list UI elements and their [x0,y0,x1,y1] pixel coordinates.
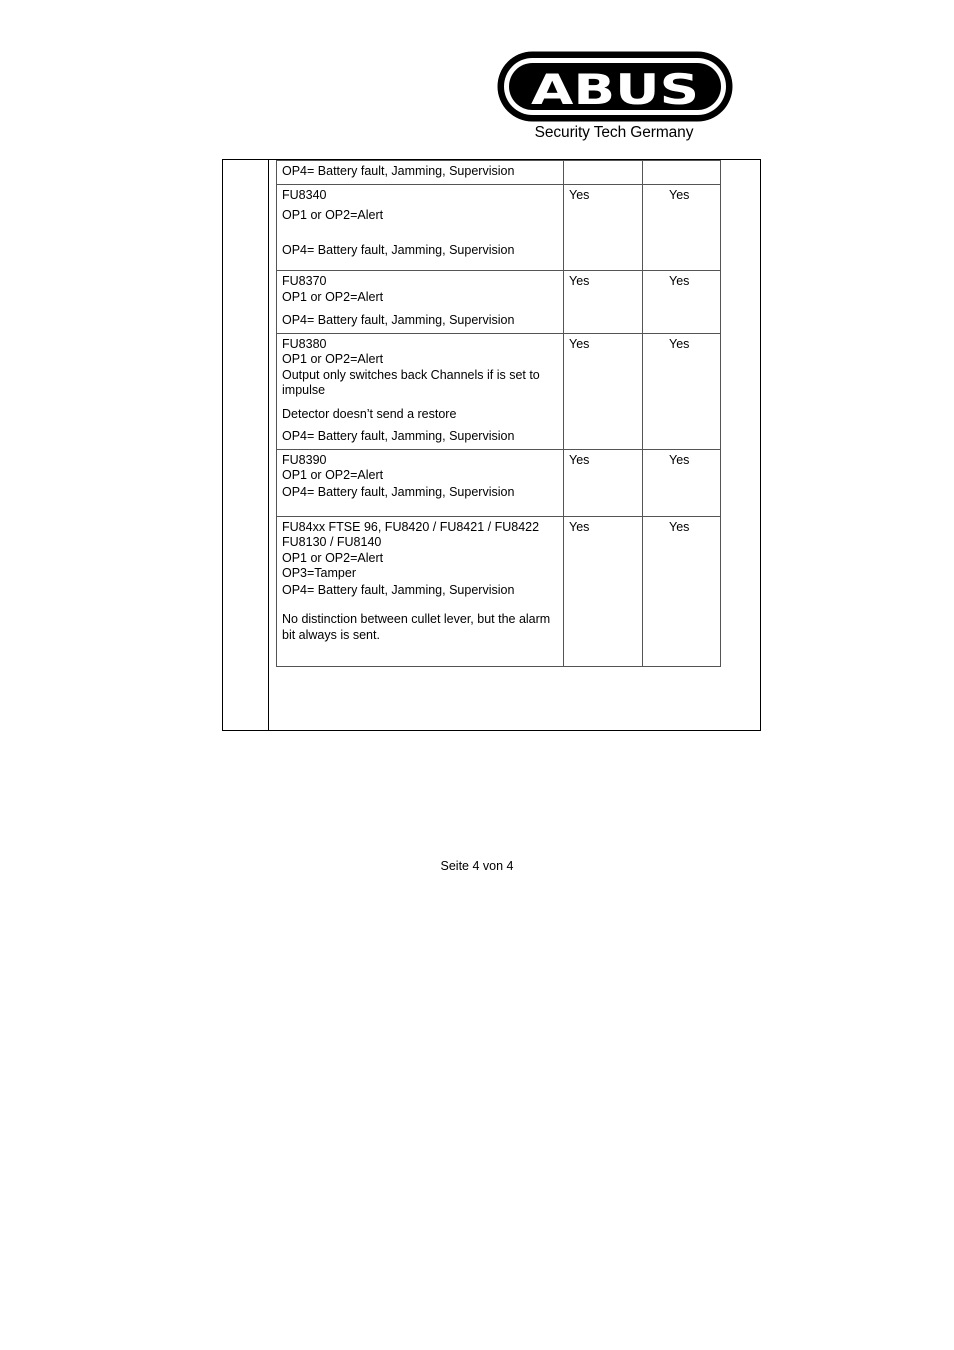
value-cell-1: Yes [564,185,643,271]
value-cell-2: Yes [643,449,721,516]
table-row [277,271,721,334]
value-cell-1: Yes [564,271,643,334]
cell-line: Output only switches back Channels if is set to impulse [282,367,540,397]
cell-line: OP1 or OP2=Alert [282,550,384,565]
table-row [277,516,721,666]
value-cell-1 [564,161,643,185]
cell-line: FU8380 [282,336,327,351]
detector-cell [277,449,564,516]
detector-cell [277,333,564,449]
cell-line: OP1 or OP2=Alert [282,352,384,366]
cell-line: OP4= Battery fault, Jamming, Supervision [282,484,515,499]
cell-line: OP1 or OP2=Alert [282,289,384,304]
cell-line: OP1 or OP2=Alert [282,207,384,222]
page-number: Seite 4 von 4 [440,859,514,873]
cell-line: OP4= Battery fault, Jamming, Supervision [282,313,515,327]
value-cell-1: Yes [564,516,643,666]
cell-line: FU8370 [282,274,327,288]
cell-line: No distinction between cullet lever, but the alarm bit always is sent. [282,612,551,642]
value-cell-2: Yes [643,271,721,334]
cell-line: OP1 or OP2=Alert [282,468,384,482]
detector-cell [277,516,564,666]
cell-line: FU8130 / FU8140 [282,535,382,549]
cell-line: FU8340 [282,188,327,202]
value-cell-2: Yes [643,185,721,271]
cell-line: OP4= Battery fault, Jamming, Supervision [282,429,515,443]
value-cell-2: Yes [643,333,721,449]
cell-line: OP4= Battery fault, Jamming, Supervision [282,582,515,597]
outer-column-divider [268,160,269,730]
cell-line: Detector doesn’t send a restore [282,406,457,421]
table-row [277,449,721,516]
detector-cell [277,161,564,185]
table-row [277,185,721,271]
value-cell-1: Yes [564,333,643,449]
detector-cell [277,271,564,334]
cell-line: OP3=Tamper [282,566,356,580]
logo-tagline: Security Tech Germany [534,124,694,141]
outer-table-frame [222,159,761,731]
detector-table [276,160,721,667]
value-cell-1: Yes [564,449,643,516]
abus-logo [496,50,734,126]
value-cell-2 [643,161,721,185]
detector-cell [277,185,564,271]
table-row [277,333,721,449]
cell-line: OP4= Battery fault, Jamming, Supervision [282,164,515,178]
table-row [277,161,721,185]
cell-line: FU8390 [282,452,327,467]
cell-line: FU84xx FTSE 96, FU8420 / FU8421 / FU8422 [282,519,540,534]
cell-line: OP4= Battery fault, Jamming, Supervision [282,243,515,257]
logo-brand: ABUS [531,65,699,114]
value-cell-2: Yes [643,516,721,666]
